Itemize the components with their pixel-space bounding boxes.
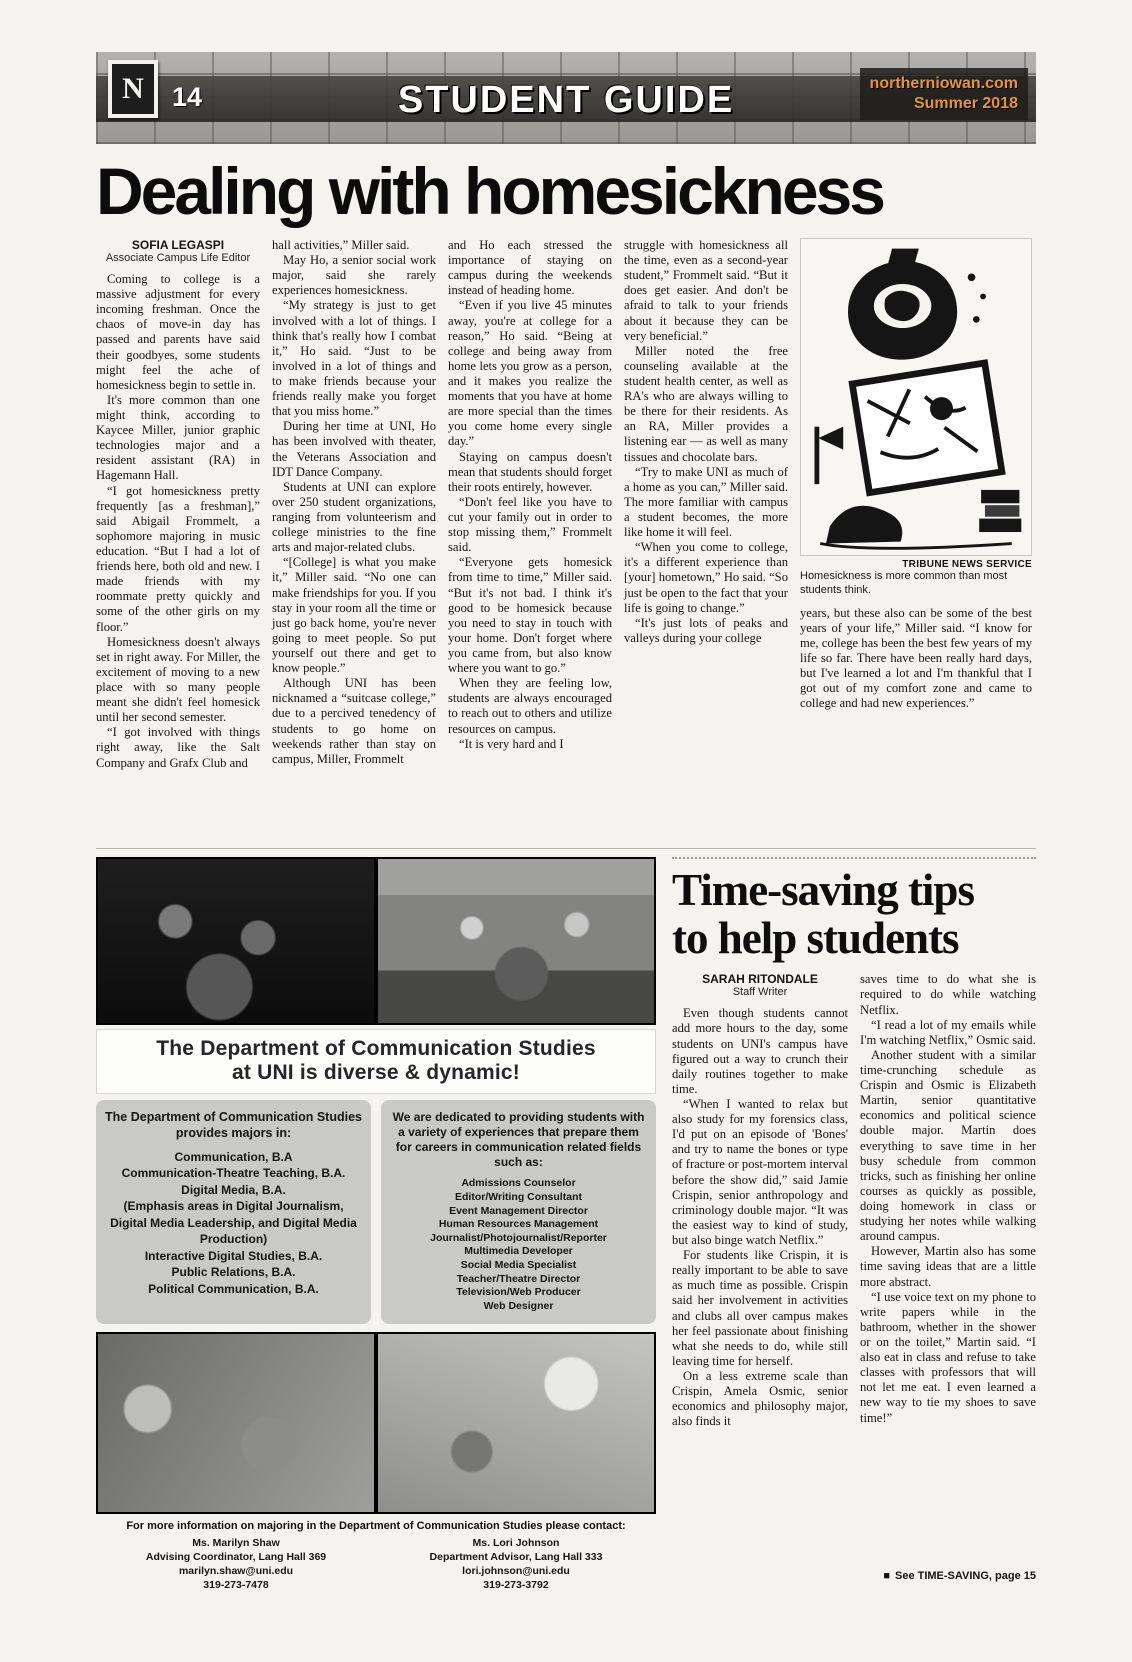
masthead-right xyxy=(860,68,1028,120)
contact-title: Department Advisor, Lang Hall 333 xyxy=(429,1550,603,1563)
paragraph: Event Management Director xyxy=(449,1204,588,1217)
paragraph: It's more common than one might think, according to Kaycee Miller, junior graphic technologies major and a resident assistant (RA) in Hagemann Hall. xyxy=(96,392,260,483)
paragraph: Public Relations, B.A. xyxy=(171,1265,296,1280)
photo-caption: Homesickness is more common than most students think. xyxy=(800,570,1008,596)
northern-iowan-logo-icon xyxy=(108,60,158,118)
paragraph: “My strategy is just to get involved with a lot of things. I think that's really how I combat it,” Ho said. “Just to be involved in a lot of things and to make friends because your friends really make you forget that you miss home.” xyxy=(272,298,436,419)
contact-email: lori.johnson@uni.edu xyxy=(462,1565,570,1578)
paragraph: “Everyone gets homesick from time to time,” Miller said. “But it's not bad. I think it's good to be homesick because you need to stay in touch with your home. Don't forget where you came from, but also know where you want to go.” xyxy=(448,555,612,676)
contact-phone: 319-273-7478 xyxy=(203,1579,269,1592)
paragraph: struggle with homesickness all the time, even as a second-year student,” Frommelt said. “But it does get easier. And don't be afraid to talk to your friends about it because they can be very beneficial.” xyxy=(624,238,788,343)
ad-photo-theater-1 xyxy=(98,859,374,1023)
article1-right-area xyxy=(800,238,1032,838)
logo-letter: N xyxy=(122,72,144,105)
article1-col1-text xyxy=(96,272,260,771)
paragraph: Web Designer xyxy=(483,1300,554,1313)
paragraph: Miller noted the free counseling available at the student health center, as well as RA's who are always willing to be there for their residents. As an RA, Miller provides a listening ear — as well as many tissues and chocolate bars. xyxy=(624,343,788,464)
article1-figure xyxy=(800,238,1032,598)
photo-credit: TRIBUNE NEWS SERVICE xyxy=(902,559,1032,570)
masthead xyxy=(96,52,1036,144)
paragraph: On a less extreme scale than Crispin, Amela Osmic, senior economics and philosophy major, also finds it xyxy=(672,1369,848,1429)
article1-column-1 xyxy=(96,238,260,838)
paragraph: Journalist/Photojournalist/Reporter xyxy=(430,1231,607,1244)
paragraph: Staying on campus doesn't mean that students should forget their roots entirely, however. xyxy=(448,449,612,494)
ad-photo-classroom-1 xyxy=(98,1334,374,1512)
contact-title: Advising Coordinator, Lang Hall 369 xyxy=(145,1550,327,1563)
paragraph: Social Media Specialist xyxy=(460,1259,577,1272)
paragraph: “[College] is what you make it,” Miller said. “No one can make friendships for you. If you stay in your room all the time or just go back home, you're never going to meet people. So put yourself out there and get to know people.” xyxy=(272,555,436,676)
article1-column-4 xyxy=(624,238,788,838)
paragraph: “It's just lots of peaks and valleys during your college xyxy=(624,615,788,645)
contact-name: Ms. Marilyn Shaw xyxy=(192,1536,280,1549)
paragraph: Homesickness doesn't always set in right away. For Miller, the excitement of moving to a new place with so many people meant she didn't feel homesick until her second semester. xyxy=(96,634,260,725)
paragraph: “I got involved with things right away, like the Salt Company and Grafx Club and xyxy=(96,725,260,770)
ad-boxes xyxy=(96,1100,656,1323)
paragraph: Another student with a similar time-crunching schedule as Crispin and Osmic is Elizabeth Martin, senior quantitative economics and political science double major. Martin does everything to save time in her busy schedule from common tricks, such as finishing her online courses as quickly as possible, doing homework in class or studying her notes while walking around campus. xyxy=(860,1047,1036,1244)
article1 xyxy=(96,238,1036,838)
author-name: SARAH RITONDALE xyxy=(702,972,818,987)
ad-photo-classroom-2 xyxy=(378,1334,654,1512)
paragraph: “It is very hard and I xyxy=(459,736,564,751)
ad-careers-box xyxy=(381,1100,656,1323)
site-url: northerniowan.com xyxy=(869,75,1018,92)
figure-caption xyxy=(800,559,1032,598)
paragraph: “I read a lot of my emails while I'm watching Netflix,” Osmic said. xyxy=(860,1017,1036,1047)
paragraph: When they are feeling low, students are always encouraged to reach out to others and utilize resources on campus. xyxy=(448,676,612,736)
paragraph: However, Martin also has some time saving ideas that are a little more abstract. xyxy=(860,1244,1036,1289)
author-title: Staff Writer xyxy=(732,986,788,999)
article2-headline xyxy=(672,867,1036,962)
contact-card-shaw xyxy=(96,1536,376,1593)
square-bullet-icon: ■ xyxy=(883,1570,890,1583)
homesickness-illustration xyxy=(800,238,1032,556)
paragraph: Human Resources Management xyxy=(438,1218,599,1231)
paragraph: Political Communication, B.A. xyxy=(148,1281,319,1296)
page-number: 14 xyxy=(172,82,203,112)
article2-headline-line2: to help students xyxy=(672,912,959,963)
ad-majors-list xyxy=(104,1149,363,1298)
paragraph: Digital Media, B.A. xyxy=(181,1182,286,1197)
paragraph: Communication-Theatre Teaching, B.A. xyxy=(121,1166,346,1181)
paragraph: Communication, B.A xyxy=(174,1149,293,1164)
article1-column-2 xyxy=(272,238,436,838)
contact-phone: 319-273-3792 xyxy=(483,1579,549,1592)
article2-continuation-note xyxy=(672,1570,1036,1582)
paragraph: saves time to do what she is required to do while watching Netflix. xyxy=(860,972,1036,1017)
paragraph: Although UNI has been nicknamed a “suitcase college,” due to a percived tenedency of students to go home on weekends rather than stay on campus, Miller, Frommelt xyxy=(272,676,436,766)
paragraph: years, but these also can be some of the best years of your life,” Miller said. “I know for me, college has been the best few years of my life so far. There have been really hard days, but I've learned a lot and I'm thankful that I got out of my comfort zone and came to college and had new experiences.” xyxy=(800,605,1032,711)
continuation-text: See TIME-SAVING, page 15 xyxy=(894,1570,1036,1583)
ad-banner-line2: at UNI is diverse & dynamic! xyxy=(231,1061,521,1085)
section-title: STUDENT GUIDE xyxy=(397,79,735,121)
article2-colB-text xyxy=(860,972,1036,1425)
ad-photos-bottom xyxy=(96,1332,656,1514)
bottom-section xyxy=(96,857,1036,1592)
paragraph: Coming to college is a massive adjustment for every incoming freshman. Once the chaos of move-in day has passed and parents have said their goodbyes, some students might feel the ache of homesickness begin to settle in. xyxy=(96,272,260,392)
paragraph: During her time at UNI, Ho has been involved with theater, the Veterans Association and IDT Dance Company. xyxy=(272,419,436,479)
article1-byline xyxy=(96,238,260,264)
article1-col3-text xyxy=(448,238,612,752)
paragraph: “Don't feel like you have to cut your family out in order to stop missing them,” Frommelt said. xyxy=(448,494,612,555)
ad-majors-box xyxy=(96,1100,371,1323)
article2 xyxy=(672,857,1036,1587)
article1-col2-text xyxy=(272,238,436,767)
ad-photo-theater-2 xyxy=(378,859,654,1023)
author-title: Associate Campus Life Editor xyxy=(105,252,251,264)
contact-card-johnson xyxy=(376,1536,656,1593)
paragraph: “When I wanted to relax but also study for my forensics class, I'd put on an episode of 'Bones' and try to name the bones or type of fracture or post-mortem interval before the show did,” said Jamie Crispin, senior anthropology and criminology double major. “It was the easiest way to kind of study, but also binge watch Netflix.” xyxy=(672,1097,848,1248)
paragraph: Even though students cannot add more hours to the day, some students on UNI's campus have figured out a way to crunch their daily routines together to make time. xyxy=(672,1006,848,1096)
article2-column-a xyxy=(672,972,848,1564)
ad-contact-heading: For more information on majoring in the Department of Communication Studies please contact: xyxy=(126,1519,626,1532)
paragraph: (Emphasis areas in Digital Journalism, Digital Media Leadership, and Digital Media Production) xyxy=(110,1199,357,1247)
ad-banner-line1: The Department of Communication Studies xyxy=(156,1037,596,1060)
paragraph: May Ho, a senior social work major, said she rarely experiences homesickness. xyxy=(272,253,436,298)
communication-studies-ad xyxy=(96,857,656,1592)
paragraph: “When you come to college, it's a different experience than [your] hometown,” Ho said. “So just be open to the fact that your life is going to change.” xyxy=(624,540,788,615)
paragraph: Teacher/Theatre Director xyxy=(456,1272,581,1285)
paragraph: Editor/Writing Consultant xyxy=(455,1190,582,1203)
edition-date: Summer 2018 xyxy=(913,95,1018,112)
contact-email: marilyn.shaw@uni.edu xyxy=(178,1565,294,1578)
ad-careers-list xyxy=(389,1177,648,1313)
article2-column-b xyxy=(860,972,1036,1564)
ad-careers-heading: We are dedicated to providing students with a variety of experiences that prepare them for careers in communication related fields such as: xyxy=(392,1110,645,1170)
paragraph: Multimedia Developer xyxy=(464,1245,573,1258)
article2-byline xyxy=(672,972,848,998)
paragraph: Interactive Digital Studies, B.A. xyxy=(144,1248,323,1263)
paragraph: Admissions Counselor xyxy=(461,1177,576,1190)
paragraph: For students like Crispin, it is really important to be able to save as much time as possible. Crispin said her involvement in activities and clubs all over campus makes her feel passionate about finishing what she needs to do, while still leaving time for herself. xyxy=(672,1248,848,1368)
article1-headline: Dealing with homesickness xyxy=(96,154,883,228)
paragraph: “I use voice text on my phone to write papers while in the bathroom, whether in the shower or on the toilet,” Martin said. “I also eat in class and refuse to take classes with professors that will not let me eat. I even learned a new way to tie my shoes to save time!” xyxy=(860,1289,1036,1425)
paragraph: Television/Web Producer xyxy=(456,1286,581,1299)
ad-contact-row xyxy=(96,1536,656,1593)
ad-banner xyxy=(96,1029,656,1094)
contact-name: Ms. Lori Johnson xyxy=(472,1536,560,1549)
article2-columns xyxy=(672,972,1036,1564)
paragraph: “Even if you live 45 minutes away, you're at college for a reason,” Ho said. “Being at college and being away from home lets you grow as a person, and it makes you realize the moments that you have at home are more special than the times you come home every single day.” xyxy=(448,298,612,449)
article1-col4-text xyxy=(624,238,788,646)
paragraph: hall activities,” Miller said. xyxy=(272,238,410,252)
paragraph: “Try to make UNI as much of a home as you can,” Miller said. The more familiar with campus a student becomes, the more like home it will feel. xyxy=(624,464,788,540)
ad-majors-heading: The Department of Communication Studies provides majors in: xyxy=(105,1110,362,1140)
ad-photos-top xyxy=(96,857,656,1025)
paragraph: and Ho each stressed the importance of staying on campus during the weekends instead of heading home. xyxy=(448,238,612,298)
paragraph: “I got homesickness pretty frequently [as a freshman],” said Abigail Frommelt, a sophomore majoring in music education. “But I had a lot of friends here, both old and new. I made friends with my roommate pretty quickly and some of the other girls on my floor.” xyxy=(96,483,260,634)
article2-headline-line1: Time-saving tips xyxy=(672,865,974,915)
ad-contact-block xyxy=(96,1520,656,1593)
section-divider xyxy=(96,848,1036,849)
article2-colA-text xyxy=(672,1006,848,1429)
article1-column-3 xyxy=(448,238,612,838)
paragraph: Students at UNI can explore over 250 student organizations, ranging from volunteerism and college ministries to the fine arts and major-related clubs. xyxy=(272,479,436,555)
article1-col5-text xyxy=(800,606,1032,712)
author-name: SOFIA LEGASPI xyxy=(131,238,225,252)
